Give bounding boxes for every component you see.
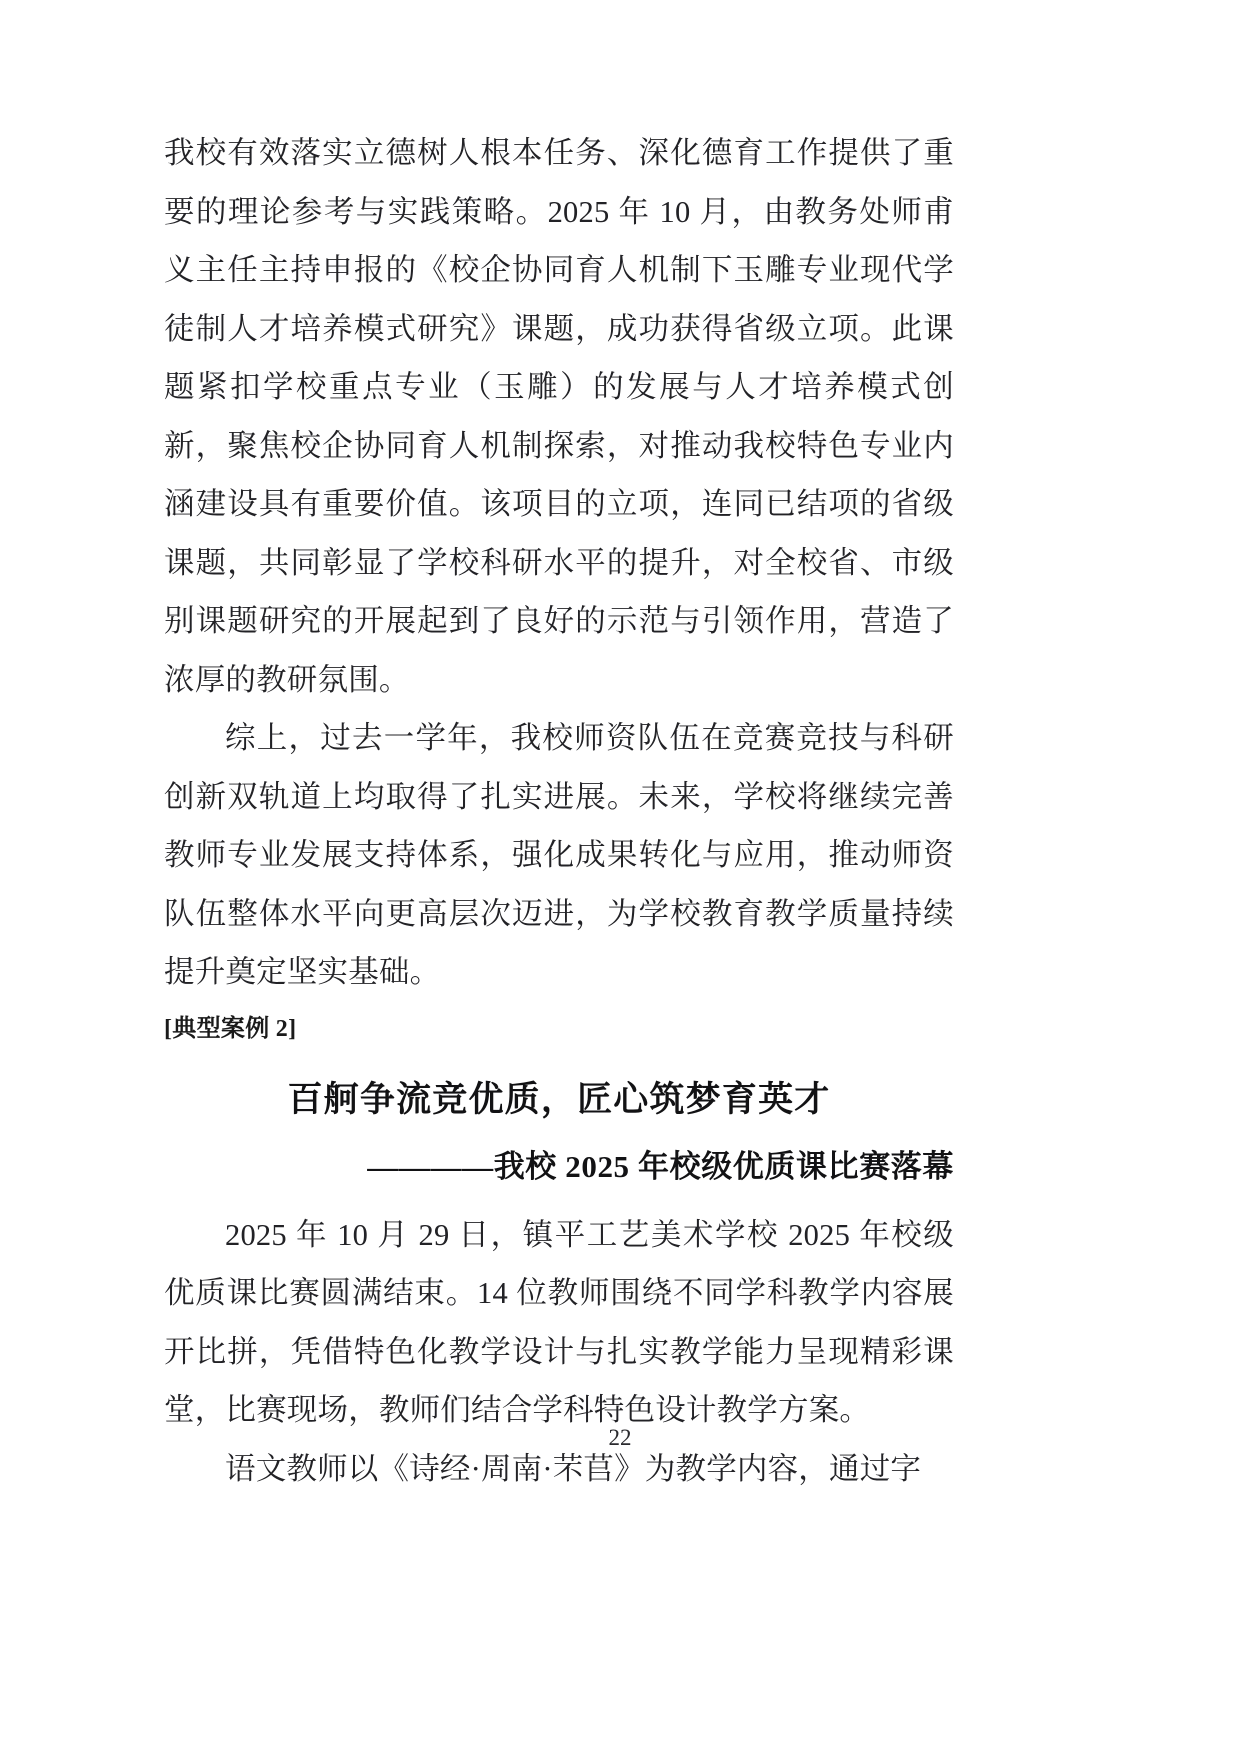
case-label: [典型案例 2] — [164, 1015, 297, 1042]
case-paragraph-1: 2025 年 10 月 29 日，镇平工艺美术学校 2025 年校级优质课比赛圆满结束。14 位教师围绕不同学科教学内容展开比拼，凭借特色化教学设计与扎实教学能力呈现精彩课堂，比赛现场，教师们结合学科特色设计教学方案。 — [164, 1217, 954, 1427]
body-paragraph-1: 我校有效落实立德树人根本任务、深化德育工作提供了重要的理论参考与实践策略。2025 年 10 月，由教务处师甫义主任主持申报的《校企协同育人机制下玉雕专业现代学徒制人才培养模式研究》课题，成功获得省级立项。此课题紧扣学校重点专业（玉雕）的发展与人才培养模式创新，聚焦校企协同育人机制探索，对推动我校特色专业内涵建设具有重要价值。该项目的立项，连同已结项的省级课题，共同彰显了学校科研水平的提升，对全校省、市级别课题研究的开展起到了良好的示范与引领作用，营造了浓厚的教研氛围。 — [164, 136, 954, 697]
body-paragraph-2: 综上，过去一学年，我校师资队伍在竞赛竞技与科研创新双轨道上均取得了扎实进展。未来，学校将继续完善教师专业发展支持体系，强化成果转化与应用，推动师资队伍整体水平向更高层次迈进，为学校教育教学质量持续提升奠定坚实基础。 — [164, 721, 954, 989]
case-paragraph-2: 语文教师以《诗经·周南·芣苢》为教学内容，通过字 — [225, 1451, 922, 1486]
case-subtitle: ————我校 2025 年校级优质课比赛落幕 — [367, 1148, 954, 1184]
page-content — [164, 124, 954, 1498]
case-title: 百舸争流竞优质，匠心筑梦育英才 — [287, 1079, 831, 1119]
page-number: 22 — [608, 1425, 632, 1450]
